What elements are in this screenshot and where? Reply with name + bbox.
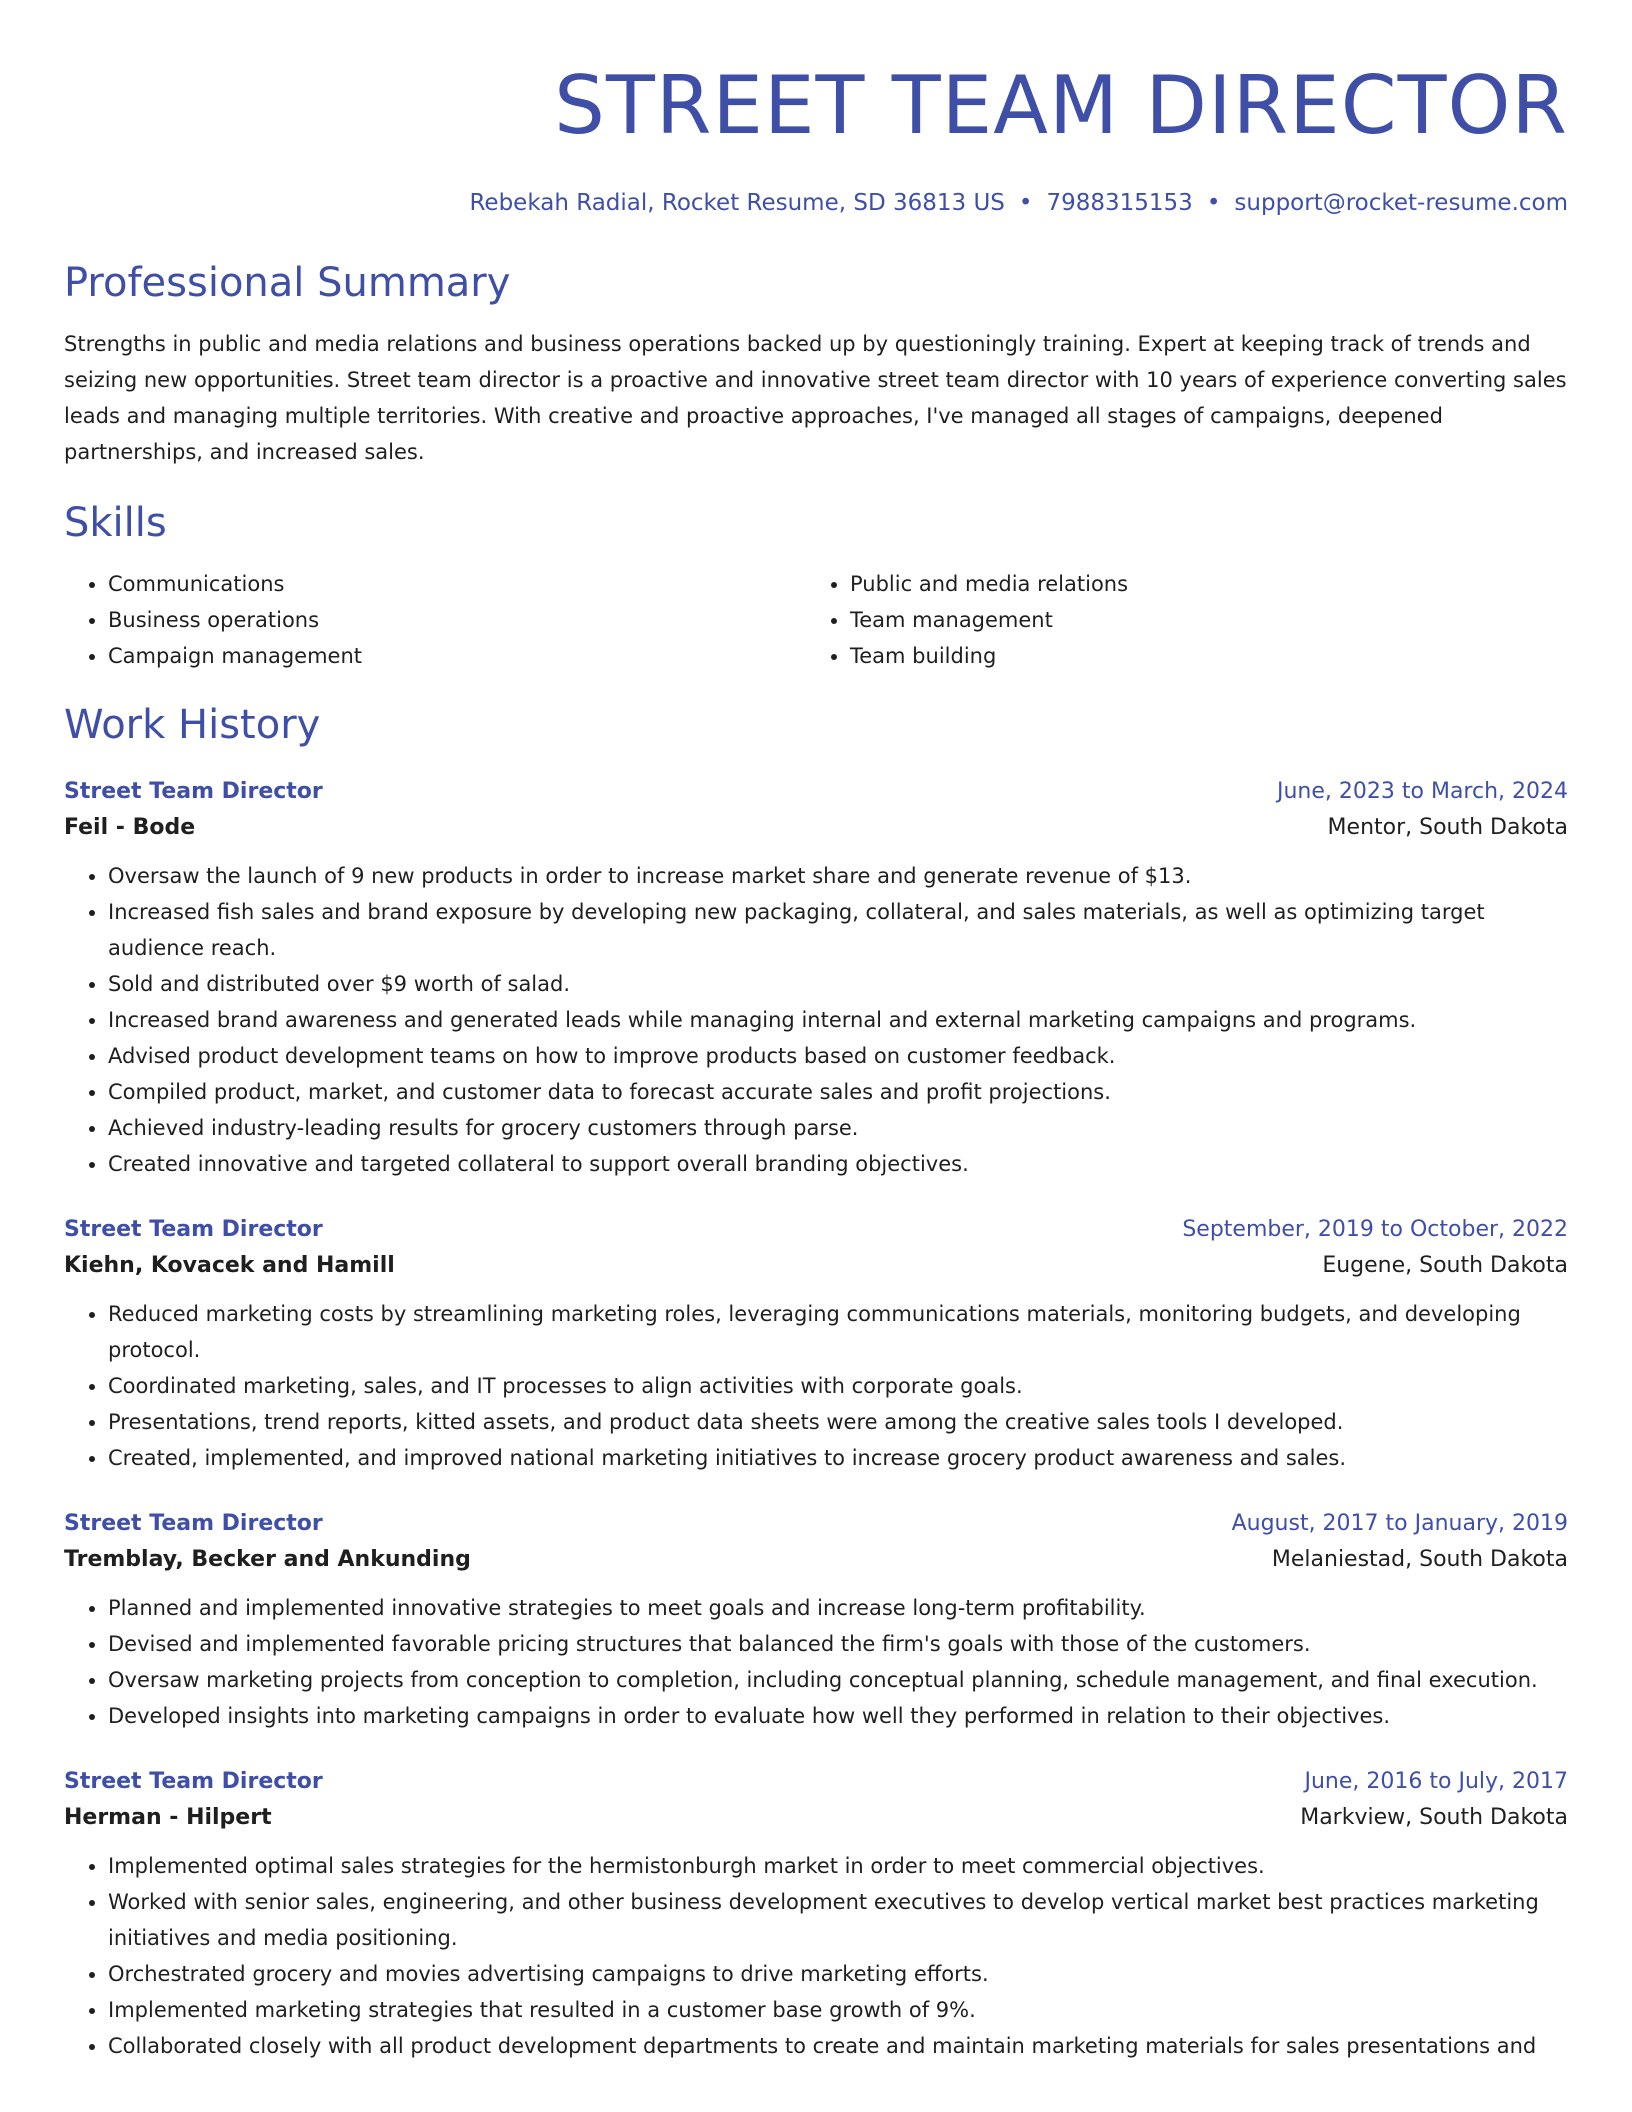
job-dates: August, 2017 to January, 2019 — [1231, 1511, 1568, 1536]
job-dates: June, 2016 to July, 2017 — [1304, 1769, 1568, 1794]
skill-item: • Team management — [850, 602, 1548, 638]
job-bullet: • Advised product development teams on how to improve products based on customer feedback. — [108, 1038, 1568, 1074]
summary-text: Strengths in public and media relations and business operations backed up by questioningly training. Expert at keeping track of trends and seizing new opportunities. Street team director is a proactive and innovative street team director with 10 years of experience converting sales leads and managing multiple territories. With creative and proactive approaches, I've managed all stages of campaigns, deepened partnerships, and increased sales. — [64, 332, 1567, 464]
resume-header — [64, 0, 1568, 218]
job-bullet: • Implemented optimal sales strategies for the hermistonburgh market in order to meet commercial objectives. — [108, 1848, 1568, 1884]
job-location: Eugene, South Dakota — [1322, 1253, 1568, 1278]
job-company-row — [64, 1248, 1568, 1284]
summary-heading: Professional Summary — [64, 260, 511, 306]
work-history-heading: Work History — [64, 702, 321, 748]
job-entry — [64, 1506, 1568, 1734]
job-title-row — [64, 1764, 1568, 1800]
job-bullet: • Oversaw the launch of 9 new products in order to increase market share and generate revenue of $13. — [108, 858, 1568, 894]
skill-item: • Communications — [108, 566, 806, 602]
job-bullet: • Reduced marketing costs by streamlining marketing roles, leveraging communications materials, monitoring budgets, and developing protocol. — [108, 1296, 1568, 1368]
job-location: Melaniestad, South Dakota — [1271, 1547, 1568, 1572]
job-title-row — [64, 1212, 1568, 1248]
job-role: Street Team Director — [64, 1769, 323, 1794]
contact-separator: • — [1206, 190, 1221, 216]
skills-list-right — [806, 566, 1548, 674]
job-bullet: • Collaborated closely with all product development departments to create and maintain marketing materials for sales presentations and — [108, 2028, 1568, 2064]
job-bullet: • Created innovative and targeted collateral to support overall branding objectives. — [108, 1146, 1568, 1182]
skill-item: • Campaign management — [108, 638, 806, 674]
skill-item: • Team building — [850, 638, 1548, 674]
job-bullet: • Coordinated marketing, sales, and IT processes to align activities with corporate goals. — [108, 1368, 1568, 1404]
job-dates: June, 2023 to March, 2024 — [1277, 779, 1568, 804]
job-bullet: • Implemented marketing strategies that resulted in a customer base growth of 9%. — [108, 1992, 1568, 2028]
skills-list-left — [64, 566, 806, 674]
job-bullet: • Sold and distributed over $9 worth of salad. — [108, 966, 1568, 1002]
job-bullet: • Oversaw marketing projects from conception to completion, including conceptual planning, schedule management, and final execution. — [108, 1662, 1568, 1698]
job-bullet: • Orchestrated grocery and movies advertising campaigns to drive marketing efforts. — [108, 1956, 1568, 1992]
job-bullets — [64, 1590, 1568, 1734]
job-bullet: • Achieved industry-leading results for grocery customers through parse. — [108, 1110, 1568, 1146]
job-company-row — [64, 810, 1568, 846]
skills-heading: Skills — [64, 500, 167, 546]
job-company: Kiehn, Kovacek and Hamill — [64, 1253, 395, 1278]
job-bullet: • Created, implemented, and improved national marketing initiatives to increase grocery product awareness and sales. — [108, 1440, 1568, 1476]
job-bullet: • Developed insights into marketing campaigns in order to evaluate how well they performed in relation to their objectives. — [108, 1698, 1568, 1734]
contact-email: support@rocket-resume.com — [1234, 190, 1568, 216]
job-bullet: • Presentations, trend reports, kitted assets, and product data sheets were among the creative sales tools I developed. — [108, 1404, 1568, 1440]
job-bullet: • Worked with senior sales, engineering, and other business development executives to develop vertical market best practices marketing initiatives and media positioning. — [108, 1884, 1568, 1956]
job-role: Street Team Director — [64, 779, 323, 804]
skill-item: • Public and media relations — [850, 566, 1548, 602]
job-role: Street Team Director — [64, 1217, 323, 1242]
job-title-row — [64, 774, 1568, 810]
job-entry — [64, 1764, 1568, 2064]
job-dates: September, 2019 to October, 2022 — [1182, 1217, 1568, 1242]
job-company-row — [64, 1542, 1568, 1578]
job-bullet: • Increased brand awareness and generated leads while managing internal and external marketing campaigns and programs. — [108, 1002, 1568, 1038]
job-title-row — [64, 1506, 1568, 1542]
skills-columns — [64, 566, 1568, 674]
page-title: STREET TEAM DIRECTOR — [554, 59, 1568, 152]
summary-section — [64, 258, 1568, 470]
job-location: Mentor, South Dakota — [1327, 815, 1568, 840]
job-bullets — [64, 858, 1568, 1182]
job-bullet: • Increased fish sales and brand exposure by developing new packaging, collateral, and sales materials, as well as optimizing target audience reach. — [108, 894, 1568, 966]
job-company: Feil - Bode — [64, 815, 196, 840]
job-entry — [64, 774, 1568, 1182]
skill-item: • Business operations — [108, 602, 806, 638]
contact-address: Rebekah Radial, Rocket Resume, SD 36813 US — [469, 190, 1005, 216]
work-history-section — [64, 700, 1568, 2064]
job-company-row — [64, 1800, 1568, 1836]
contact-separator: • — [1018, 190, 1033, 216]
job-location: Markview, South Dakota — [1300, 1805, 1568, 1830]
job-bullet: • Compiled product, market, and customer data to forecast accurate sales and profit projections. — [108, 1074, 1568, 1110]
job-entry — [64, 1212, 1568, 1476]
contact-line — [64, 188, 1568, 218]
job-bullet: • Planned and implemented innovative strategies to meet goals and increase long-term profitability. — [108, 1590, 1568, 1626]
skills-section — [64, 498, 1568, 674]
contact-phone: 7988315153 — [1046, 190, 1193, 216]
job-bullets — [64, 1848, 1568, 2064]
job-company: Herman - Hilpert — [64, 1805, 272, 1830]
job-bullet: • Devised and implemented favorable pricing structures that balanced the firm's goals with those of the customers. — [108, 1626, 1568, 1662]
job-company: Tremblay, Becker and Ankunding — [64, 1547, 471, 1572]
job-bullets — [64, 1296, 1568, 1476]
job-role: Street Team Director — [64, 1511, 323, 1536]
